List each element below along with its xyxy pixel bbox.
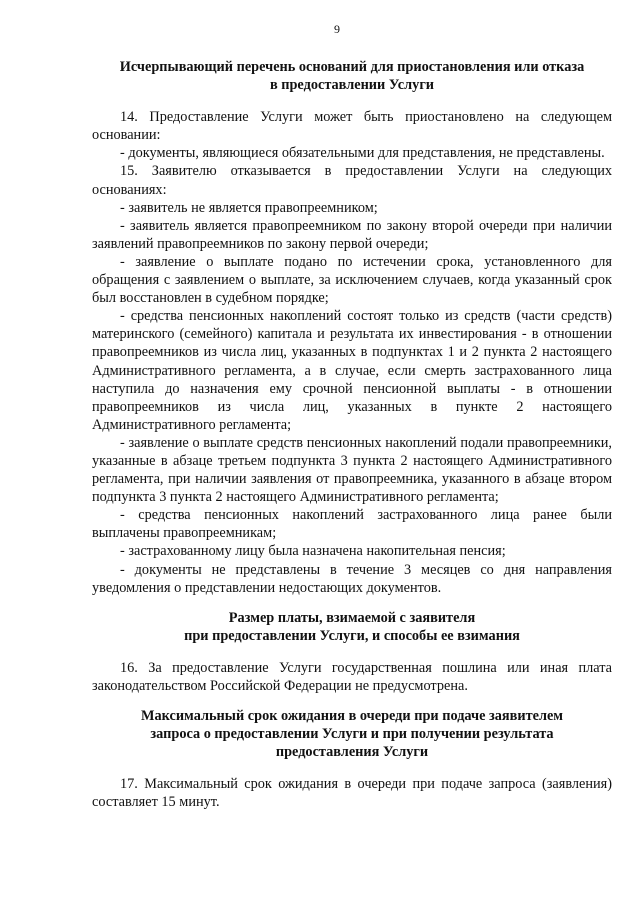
paragraph-14-item: - документы, являющиеся обязательными для представления, не представлены. bbox=[120, 145, 605, 162]
refusal-ground-item: - заявитель является правопреемником по закону второй очереди при наличии заявлений правопреемников по закону первой очереди; bbox=[92, 217, 612, 252]
heading-line: в предоставлении Услуги bbox=[269, 77, 435, 94]
paragraph-14: 14. Предоставление Услуги может быть приостановлено на следующем основании: bbox=[92, 109, 612, 144]
refusal-ground-item: - средства пенсионных накоплений состоят только из средств (части средств) материнского (семейного) капитала и результата их инвестирования - в отношении правопреемников из числа лиц, указанных в подпунктах 1 и 2 пункта 2 настоящего Административного регламента, а в случае, если смерть застрахованного лица наступила до назначения ему срочной пенсионной выплаты - в отношении правопреемников из числа лиц, указанных в пункте 2 настоящего Административного регламента; bbox=[92, 308, 612, 433]
section-heading-grounds bbox=[92, 58, 612, 94]
heading-line: запроса о предоставлении Услуги и при получении результата bbox=[150, 726, 554, 743]
refusal-ground-item: - застрахованному лицу была назначена накопительная пенсия; bbox=[120, 543, 506, 560]
paragraph-17: 17. Максимальный срок ожидания в очереди при подаче запроса (заявления) составляет 15 минут. bbox=[92, 776, 612, 811]
refusal-ground-item: - заявление о выплате средств пенсионных накоплений подали правопреемники, указанные в абзаце третьем подпункта 3 пункта 2 настоящего Административного регламента, при наличии заявления от правопреемника, указанного в абзаце втором подпункта 3 пункта 2 настоящего Административного регламента; bbox=[92, 434, 612, 506]
heading-line: предоставления Услуги bbox=[275, 744, 429, 761]
refusal-ground-item: - документы не представлены в течение 3 месяцев со дня направления уведомления о представлении недостающих документов. bbox=[92, 561, 612, 596]
refusal-ground-item: - заявление о выплате подано по истечении срока, установленного для обращения с заявлением о выплате, за исключением случаев, когда указанный срок был восстановлен в судебном порядке; bbox=[92, 253, 612, 307]
refusal-ground-item: - заявитель не является правопреемником; bbox=[120, 199, 378, 216]
section-heading-queue-time bbox=[92, 707, 612, 761]
page-number: 9 bbox=[334, 22, 340, 36]
section-heading-fee bbox=[92, 609, 612, 645]
refusal-ground-item: - средства пенсионных накоплений застрахованного лица ранее были выплачены правопреемникам; bbox=[92, 507, 612, 542]
heading-line: при предоставлении Услуги, и способы ее взимания bbox=[184, 627, 520, 644]
paragraph-16: 16. За предоставление Услуги государственная пошлина или иная плата законодательством Российской Федерации не предусмотрена. bbox=[92, 659, 612, 694]
paragraph-15: 15. Заявителю отказывается в предоставлении Услуги на следующих основаниях: bbox=[92, 163, 612, 198]
heading-line: Размер платы, взимаемой с заявителя bbox=[228, 609, 476, 626]
heading-line: Исчерпывающий перечень оснований для приостановления или отказа bbox=[119, 59, 585, 75]
heading-line: Максимальный срок ожидания в очереди при подаче заявителем bbox=[140, 708, 564, 725]
